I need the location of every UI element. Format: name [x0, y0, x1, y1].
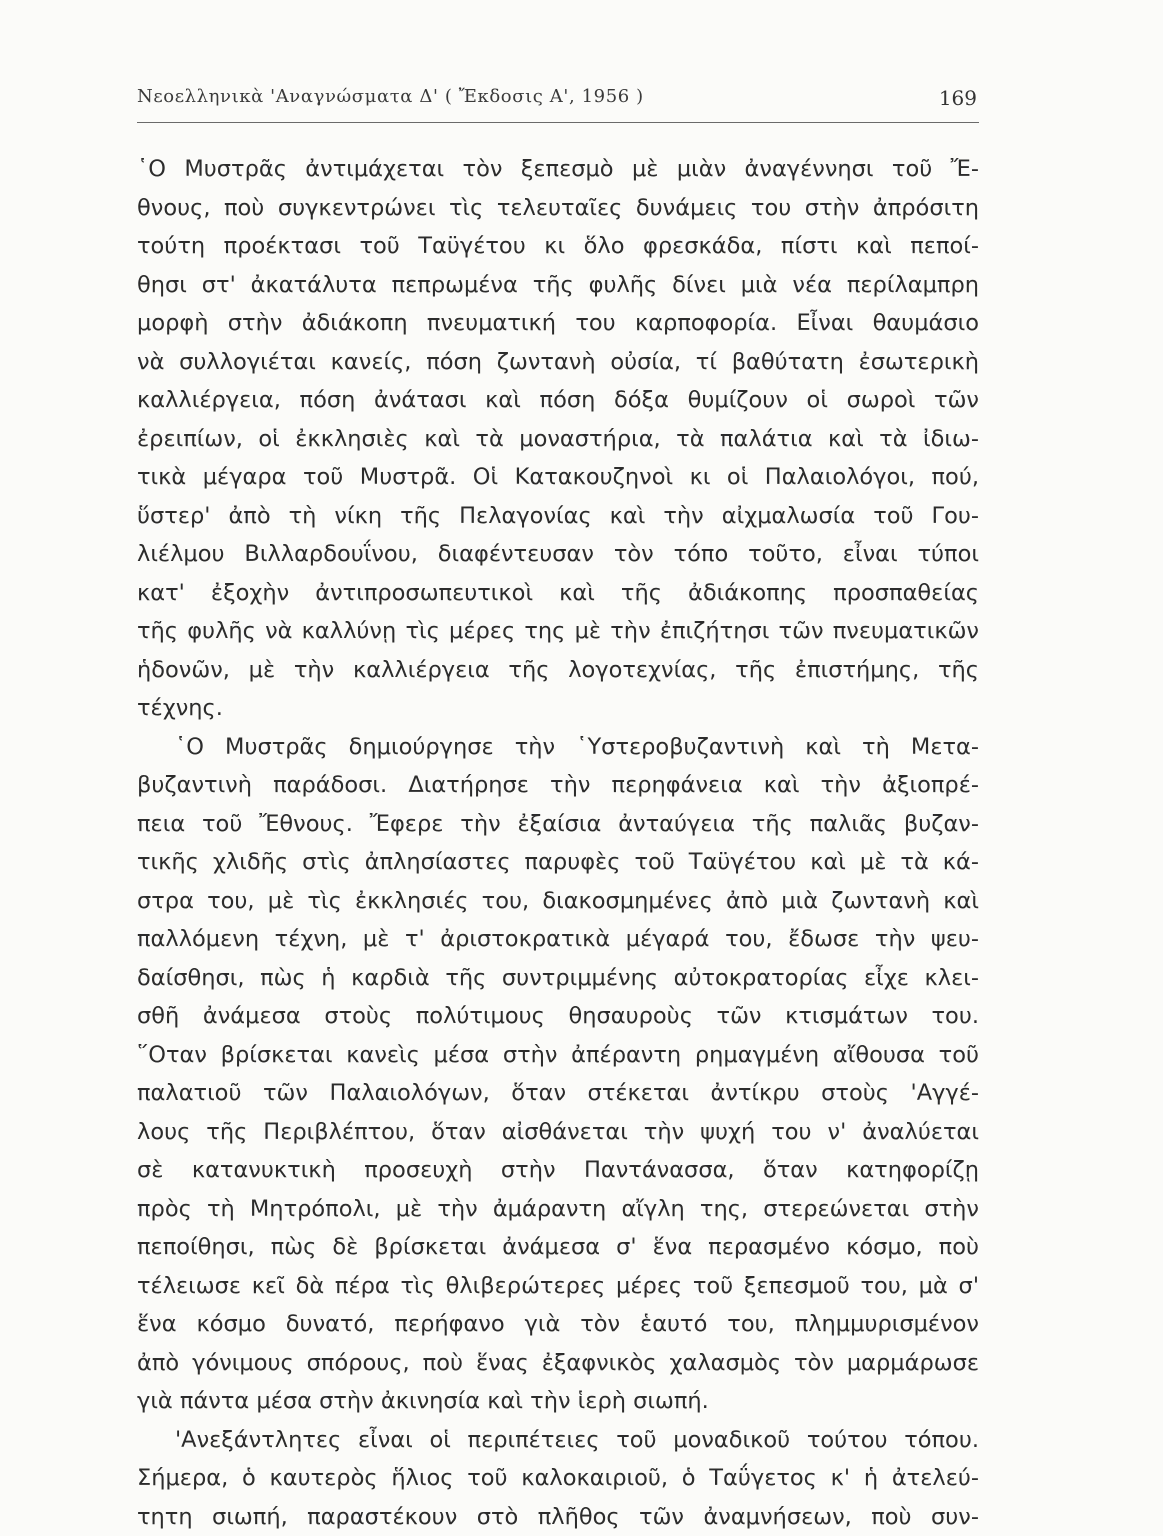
header-rule	[137, 122, 979, 123]
text-line: πεποίθησι, πὼς δὲ βρίσκεται ἀνάμεσα σ' ἕνα περασμένο κόσμο, ποὺ	[137, 1228, 979, 1267]
text-line: τέχνης.	[137, 689, 979, 728]
text-line: λους τῆς Περιβλέπτου, ὅταν αἰσθάνεται τὴν ψυχή του ν' ἀναλύεται	[137, 1113, 979, 1152]
text-line: τῆς φυλῆς νὰ καλλύνῃ τὶς μέρες της μὲ τὴν ἐπιζήτησι τῶν πνευματικῶν	[137, 612, 979, 651]
running-head	[137, 86, 979, 120]
text-line: ἀπὸ γόνιμους σπόρους, ποὺ ἕνας ἐξαφνικὸς χαλασμὸς τὸν μαρμάρωσε	[137, 1344, 979, 1383]
text-line: τικῆς χλιδῆς στὶς ἀπλησίαστες παρυφὲς τοῦ Ταϋγέτου καὶ μὲ τὰ κά-	[137, 843, 979, 882]
text-line: βυζαντινὴ παράδοσι. Διατήρησε τὴν περηφάνεια καὶ τὴν ἀξιοπρέ-	[137, 766, 979, 805]
text-line: τούτη προέκτασι τοῦ Ταϋγέτου κι ὅλο φρεσκάδα, πίστι καὶ πεποί-	[137, 227, 979, 266]
text-line: παλατιοῦ τῶν Παλαιολόγων, ὅταν στέκεται ἀντίκρυ στοὺς 'Αγγέ-	[137, 1074, 979, 1113]
text-line: ὕστερ' ἀπὸ τὴ νίκη τῆς Πελαγονίας καὶ τὴν αἰχμαλωσία τοῦ Γου-	[137, 497, 979, 536]
text-line: τικὰ μέγαρα τοῦ Μυστρᾶ. Οἱ Κατακουζηνοὶ κι οἱ Παλαιολόγοι, πού,	[137, 458, 979, 497]
body-text	[137, 150, 979, 1536]
text-line: Σήμερα, ὁ καυτερὸς ἥλιος τοῦ καλοκαιριοῦ, ὁ Ταΰγετος κ' ἡ ἀτελεύ-	[137, 1459, 979, 1498]
text-line: σὲ κατανυκτικὴ προσευχὴ στὴν Παντάνασσα, ὅταν κατηφορίζῃ	[137, 1151, 979, 1190]
text-line: καλλιέργεια, πόση ἀνάτασι καὶ πόση δόξα θυμίζουν οἱ σωροὶ τῶν	[137, 381, 979, 420]
text-line: ἡδονῶν, μὲ τὴν καλλιέργεια τῆς λογοτεχνίας, τῆς ἐπιστήμης, τῆς	[137, 651, 979, 690]
text-line: λιέλμου Βιλλαρδουΐνου, διαφέντευσαν τὸν τόπο τοῦτο, εἶναι τύποι	[137, 535, 979, 574]
text-line: πρὸς τὴ Μητρόπολι, μὲ τὴν ἀμάραντη αἴγλη της, στερεώνεται στὴν	[137, 1190, 979, 1229]
text-line: πεια τοῦ Ἔθνους. Ἔφερε τὴν ἐξαίσια ἀνταύγεια τῆς παλιᾶς βυζαν-	[137, 805, 979, 844]
text-line: ἕνα κόσμο δυνατό, περήφανο γιὰ τὸν ἑαυτό του, πλημμυρισμένον	[137, 1305, 979, 1344]
text-line: θνους, ποὺ συγκεντρώνει τὶς τελευταῖες δυνάμεις του στὴν ἀπρόσιτη	[137, 189, 979, 228]
text-line: κατ' ἐξοχὴν ἀντιπροσωπευτικοὶ καὶ τῆς ἀδιάκοπης προσπαθείας	[137, 574, 979, 613]
text-line: ῾Ο Μυστρᾶς ἀντιμάχεται τὸν ξεπεσμὸ μὲ μιὰν ἀναγέννησι τοῦ Ἔ-	[137, 150, 979, 189]
text-line: τητη σιωπή, παραστέκουν στὸ πλῆθος τῶν ἀναμνήσεων, ποὺ συν-	[137, 1498, 979, 1536]
text-line: τέλειωσε κεῖ δὰ πέρα τὶς θλιβερώτερες μέρες τοῦ ξεπεσμοῦ του, μὰ σ'	[137, 1267, 979, 1306]
text-line: νὰ συλλογιέται κανείς, πόση ζωντανὴ οὐσία, τί βαθύτατη ἐσωτερικὴ	[137, 343, 979, 382]
text-line: γιὰ πάντα μέσα στὴν ἀκινησία καὶ τὴν ἱερὴ σιωπή.	[137, 1382, 979, 1421]
text-line: μορφὴ στὴν ἀδιάκοπη πνευματική του καρποφορία. Εἶναι θαυμάσιο	[137, 304, 979, 343]
page-number: 169	[939, 86, 977, 110]
text-line: παλλόμενη τέχνη, μὲ τ' ἀριστοκρατικὰ μέγαρά του, ἔδωσε τὴν ψευ-	[137, 920, 979, 959]
text-line: δαίσθησι, πὼς ἡ καρδιὰ τῆς συντριμμένης αὐτοκρατορίας εἶχε κλει-	[137, 959, 979, 998]
text-line: ῾Ο Μυστρᾶς δημιούργησε τὴν ῾Υστεροβυζαντινὴ καὶ τὴ Μετα-	[137, 728, 979, 767]
text-line: στρα του, μὲ τὶς ἐκκλησιές του, διακοσμημένες ἀπὸ μιὰ ζωντανὴ καὶ	[137, 882, 979, 921]
text-line: σθῆ ἀνάμεσα στοὺς πολύτιμους θησαυροὺς τῶν κτισμάτων του.	[137, 997, 979, 1036]
running-title: Νεοελληνικὰ 'Αναγνώσματα Δ' ( Ἔκδοσις Α', 1956 )	[137, 86, 644, 107]
text-line: 'Ανεξάντλητες εἶναι οἱ περιπέτειες τοῦ μοναδικοῦ τούτου τόπου.	[137, 1421, 979, 1460]
text-line: θησι στ' ἀκατάλυτα πεπρωμένα τῆς φυλῆς δίνει μιὰ νέα περίλαμπρη	[137, 266, 979, 305]
text-line: ῞Οταν βρίσκεται κανεὶς μέσα στὴν ἀπέραντη ρημαγμένη αἴθουσα τοῦ	[137, 1036, 979, 1075]
text-line: ἐρειπίων, οἱ ἐκκλησιὲς καὶ τὰ μοναστήρια, τὰ παλάτια καὶ τὰ ἰδιω-	[137, 420, 979, 459]
